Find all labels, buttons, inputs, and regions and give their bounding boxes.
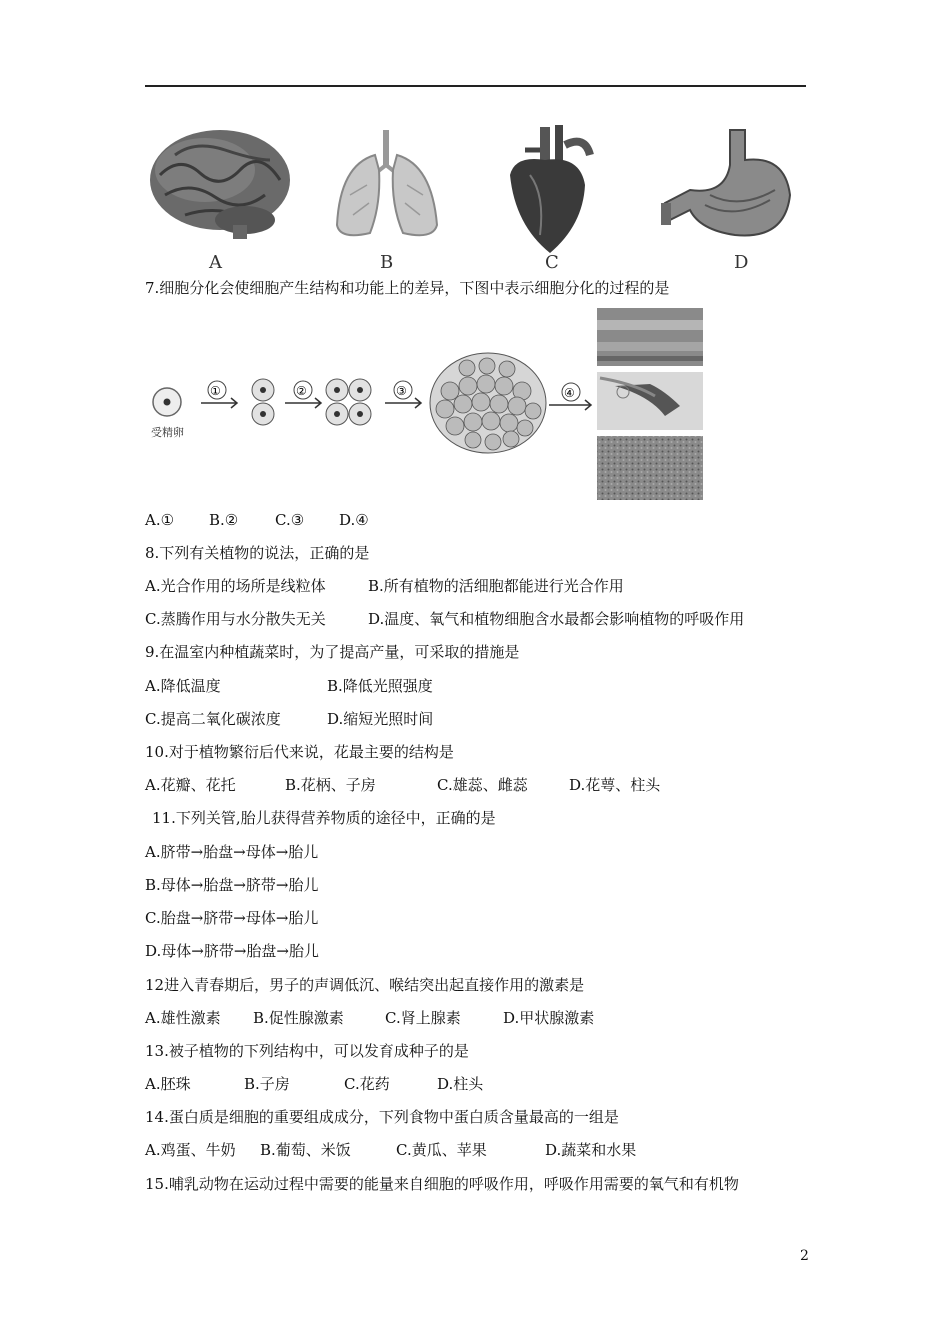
- q7-options: [145, 510, 369, 530]
- q14-option-b: B.葡萄、米饭: [260, 1141, 351, 1159]
- q8-options-row2: [145, 609, 744, 629]
- q8-stem: 8.下列有关植物的说法，正确的是: [145, 544, 370, 562]
- q9-option-b: B.降低光照强度: [327, 677, 433, 695]
- q11-option-c: C.胎盘→脐带→母体→胎儿: [145, 909, 319, 927]
- heart-icon: [510, 125, 590, 253]
- q11-option-b: B.母体→胎盘→脐带→胎儿: [145, 876, 319, 894]
- q13-option-b: B.子房: [244, 1075, 290, 1093]
- q15-stem: 15.哺乳动物在运动过程中需要的能量来自细胞的呼吸作用，呼吸作用需要的氧气和有机物: [145, 1175, 739, 1193]
- nerve-tissue-image: [597, 372, 703, 430]
- q8-option-a: A.光合作用的场所是线粒体: [145, 577, 326, 595]
- q14-option-a: A.鸡蛋、牛奶: [145, 1141, 236, 1159]
- stomach-icon: [661, 130, 790, 236]
- q10-option-c: C.雄蕊、雌蕊: [437, 776, 528, 794]
- q13-stem: 13.被子植物的下列结构中，可以发育成种子的是: [145, 1042, 469, 1060]
- organ-label-b: B: [380, 252, 394, 273]
- q10-option-d: D.花萼、柱头: [569, 776, 661, 794]
- q7-option-c: C.③: [275, 511, 305, 529]
- q8-option-b: B.所有植物的活细胞都能进行光合作用: [368, 577, 624, 595]
- organ-label-a: A: [209, 252, 222, 273]
- q10-stem: 10.对于植物繁衍后代来说，花最主要的结构是: [145, 743, 454, 761]
- q11-stem: 11.下列关管,胎儿获得营养物质的途径中，正确的是: [152, 809, 496, 827]
- q14-option-d: D.蔬菜和水果: [545, 1141, 637, 1159]
- step-4-label: ④: [564, 386, 575, 400]
- q14-stem: 14.蛋白质是细胞的重要组成成分，下列食物中蛋白质含量最高的一组是: [145, 1108, 619, 1126]
- step-2-label: ②: [296, 384, 307, 398]
- q13-options: [145, 1074, 483, 1094]
- step-1-label: ①: [210, 384, 221, 398]
- q12-stem: 12进入青春期后，男子的声调低沉、喉结突出起直接作用的激素是: [145, 976, 585, 994]
- header-rule: [145, 85, 806, 87]
- epithelial-tissue-image: [597, 436, 703, 500]
- q13-option-d: D.柱头: [437, 1075, 484, 1093]
- q8-option-d: D.温度、氧气和植物细胞含水最都会影响植物的呼吸作用: [368, 610, 745, 628]
- q12-option-b: B.促性腺激素: [253, 1009, 344, 1027]
- q9-option-a: A.降低温度: [145, 677, 221, 695]
- q12-option-c: C.肾上腺素: [385, 1009, 461, 1027]
- q14-options: [145, 1140, 636, 1160]
- q12-options: [145, 1008, 594, 1028]
- q8-options-row1: [145, 576, 624, 596]
- q9-option-c: C.提高二氧化碳浓度: [145, 710, 281, 728]
- q8-option-c: C.蒸腾作用与水分散失无关: [145, 610, 326, 628]
- q10-option-b: B.花柄、子房: [285, 776, 376, 794]
- page-number: 2: [800, 1248, 809, 1264]
- organ-label-d: D: [734, 252, 749, 273]
- q10-options: [145, 775, 660, 795]
- zygote-label: 受精卵: [151, 426, 184, 439]
- q9-options-row2: [145, 709, 433, 729]
- q9-option-d: D.缩短光照时间: [327, 710, 434, 728]
- organ-figure: [145, 125, 806, 275]
- q7-option-d: D.④: [339, 511, 369, 529]
- q13-option-a: A.胚珠: [145, 1075, 191, 1093]
- brain-icon: [150, 130, 290, 239]
- q9-stem: 9.在温室内种植蔬菜时，为了提高产量，可采取的措施是: [145, 643, 520, 661]
- q7-option-a: A.①: [145, 511, 175, 529]
- organ-label-c: C: [545, 252, 559, 273]
- q7-stem: 7.细胞分化会使细胞产生结构和功能上的差异，下图中表示细胞分化的过程的是: [145, 279, 670, 297]
- lungs-icon: [337, 130, 437, 235]
- step-3-label: ③: [396, 384, 407, 398]
- q12-option-a: A.雄性激素: [145, 1009, 221, 1027]
- q11-option-a: A.脐带→胎盘→母体→胎儿: [145, 843, 319, 861]
- q14-option-c: C.黄瓜、苹果: [396, 1141, 487, 1159]
- q9-options-row1: [145, 676, 433, 696]
- q12-option-d: D.甲状腺激素: [503, 1009, 595, 1027]
- q10-option-a: A.花瓣、花托: [145, 776, 236, 794]
- cell-differentiation-diagram: [145, 306, 705, 502]
- q11-option-d: D.母体→脐带→胎盘→胎儿: [145, 942, 319, 960]
- muscle-tissue-image: [597, 308, 703, 366]
- q7-option-b: B.②: [209, 511, 239, 529]
- q13-option-c: C.花药: [344, 1075, 390, 1093]
